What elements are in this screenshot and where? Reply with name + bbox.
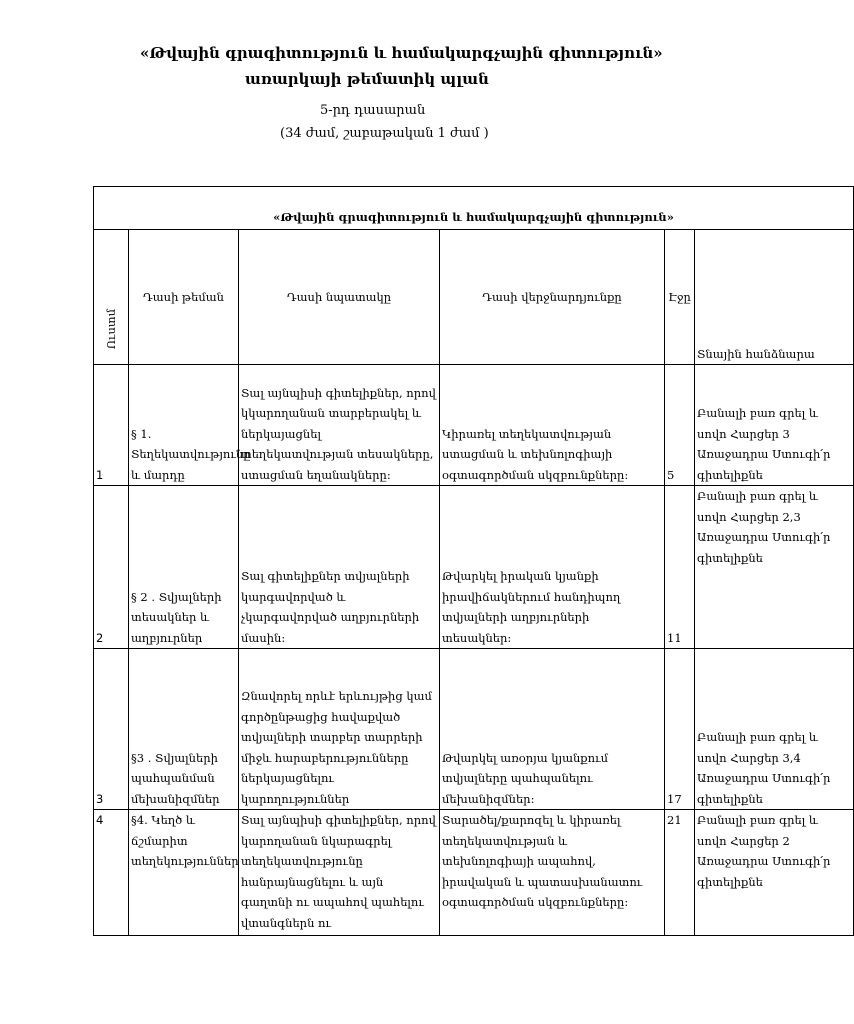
- header-homework: Տնային հանձնարա: [695, 230, 854, 365]
- lesson-num: 1: [94, 365, 129, 486]
- lesson-homework: Բանալի բառ գրել և սովո Հարցեր 2,3 Առաջադրա Ստուգի՛ր գիտելիքնե: [695, 486, 854, 649]
- thematic-plan-table: [93, 186, 854, 936]
- table-header-row: [94, 230, 854, 365]
- lesson-topic: § 1. Տեղեկատվությունը և մարդը: [129, 365, 239, 486]
- lesson-goal: Զնավորել որևէ երևույթից կամ գործընթացից հավաքված տվյալների տարբեր տարրերի միջև հարաբերությունները ներկայացնելու կարողություններ: [239, 649, 440, 810]
- hours-label: (34 ժամ, շաբաթական 1 ժամ ): [280, 126, 489, 141]
- header-page: Էջը: [665, 230, 695, 365]
- lesson-page: 11: [665, 486, 695, 649]
- thematic-plan-table-wrapper: [93, 186, 831, 930]
- document-title: «Թվային գրագիտություն և համակարգչային գիտություն»: [140, 44, 663, 62]
- lesson-page: 17: [665, 649, 695, 810]
- lesson-num: 3: [94, 649, 129, 810]
- lesson-topic: § 2 . Տվյալների տեսակներ և աղբյուրներ: [129, 486, 239, 649]
- lesson-homework: Բանալի բառ գրել և սովո Հարցեր 2 Առաջադրա Ստուգի՛ր գիտելիքնե: [695, 810, 854, 936]
- header-topic: Դասի թեման: [129, 230, 239, 365]
- header-goal: Դասի նպատակը: [239, 230, 440, 365]
- lesson-result: Թվարկել իրական կյանքի իրավիճակներում հանդիպող տվյալների աղբյուրների տեսակներ:: [440, 486, 665, 649]
- lesson-homework: Բանալի բառ գրել և սովո Հարցեր 3,4 Առաջադրա Ստուգի՛ր գիտելիքնե: [695, 649, 854, 810]
- table-caption-row: [94, 187, 854, 230]
- lesson-homework: Բանալի բառ գրել և սովո Հարցեր 3 Առաջադրա Ստուգի՛ր գիտելիքնե: [695, 365, 854, 486]
- lesson-topic: §4. Կեղծ և ճշմարիտ տեղեկություններ: [129, 810, 239, 936]
- lesson-result: Տարածել/քարոզել և կիրառել տեղեկատվության և տեխնոլոգիայի ապահով, իրավական և պատասխանատու օգտագործման սկզբունքները:: [440, 810, 665, 936]
- lesson-topic: §3 . Տվյալների պահպանման մեխանիզմներ: [129, 649, 239, 810]
- table-row: [94, 649, 854, 810]
- header-result: Դասի վերջնարդյունքը: [440, 230, 665, 365]
- lesson-page: 21: [665, 810, 695, 936]
- header-num: [94, 230, 129, 365]
- lesson-result: Կիրառել տեղեկատվության ստացման և տեխնոլոգիայի օգտագործման սկզբունքները:: [440, 365, 665, 486]
- table-row: [94, 365, 854, 486]
- lesson-goal: Տալ այնպիսի գիտելիքներ, որով կկարողանան տարբերակել և ներկայացնել տեղեկատվության տեսակները, ստացման եղանակները:: [239, 365, 440, 486]
- table-caption: «Թվային գրագիտություն և համակարգչային գիտություն»: [94, 187, 854, 230]
- lesson-num: 4: [94, 810, 129, 936]
- grade-label: 5-րդ դասարան: [320, 103, 426, 118]
- table-row: [94, 810, 854, 936]
- header-num-label: Ուստմ: [103, 309, 118, 350]
- lesson-result: Թվարկել առօրյա կյանքում տվյալները պահպանելու մեխանիզմներ:: [440, 649, 665, 810]
- lesson-page: 5: [665, 365, 695, 486]
- document-subtitle: առարկայի թեմատիկ պլան: [245, 70, 489, 88]
- lesson-goal: Տալ գիտելիքներ տվյալների կարգավորված և չկարգավորված աղբյուրների մասին:: [239, 486, 440, 649]
- lesson-num: 2: [94, 486, 129, 649]
- lesson-goal: Տալ այնպիսի գիտելիքներ, որով կարողանան նկարագրել տեղեկատվությունը հանրայնացնելու և այն գաղտնի ու ապահով պահելու վտանգներն ու: [239, 810, 440, 936]
- table-row: [94, 486, 854, 649]
